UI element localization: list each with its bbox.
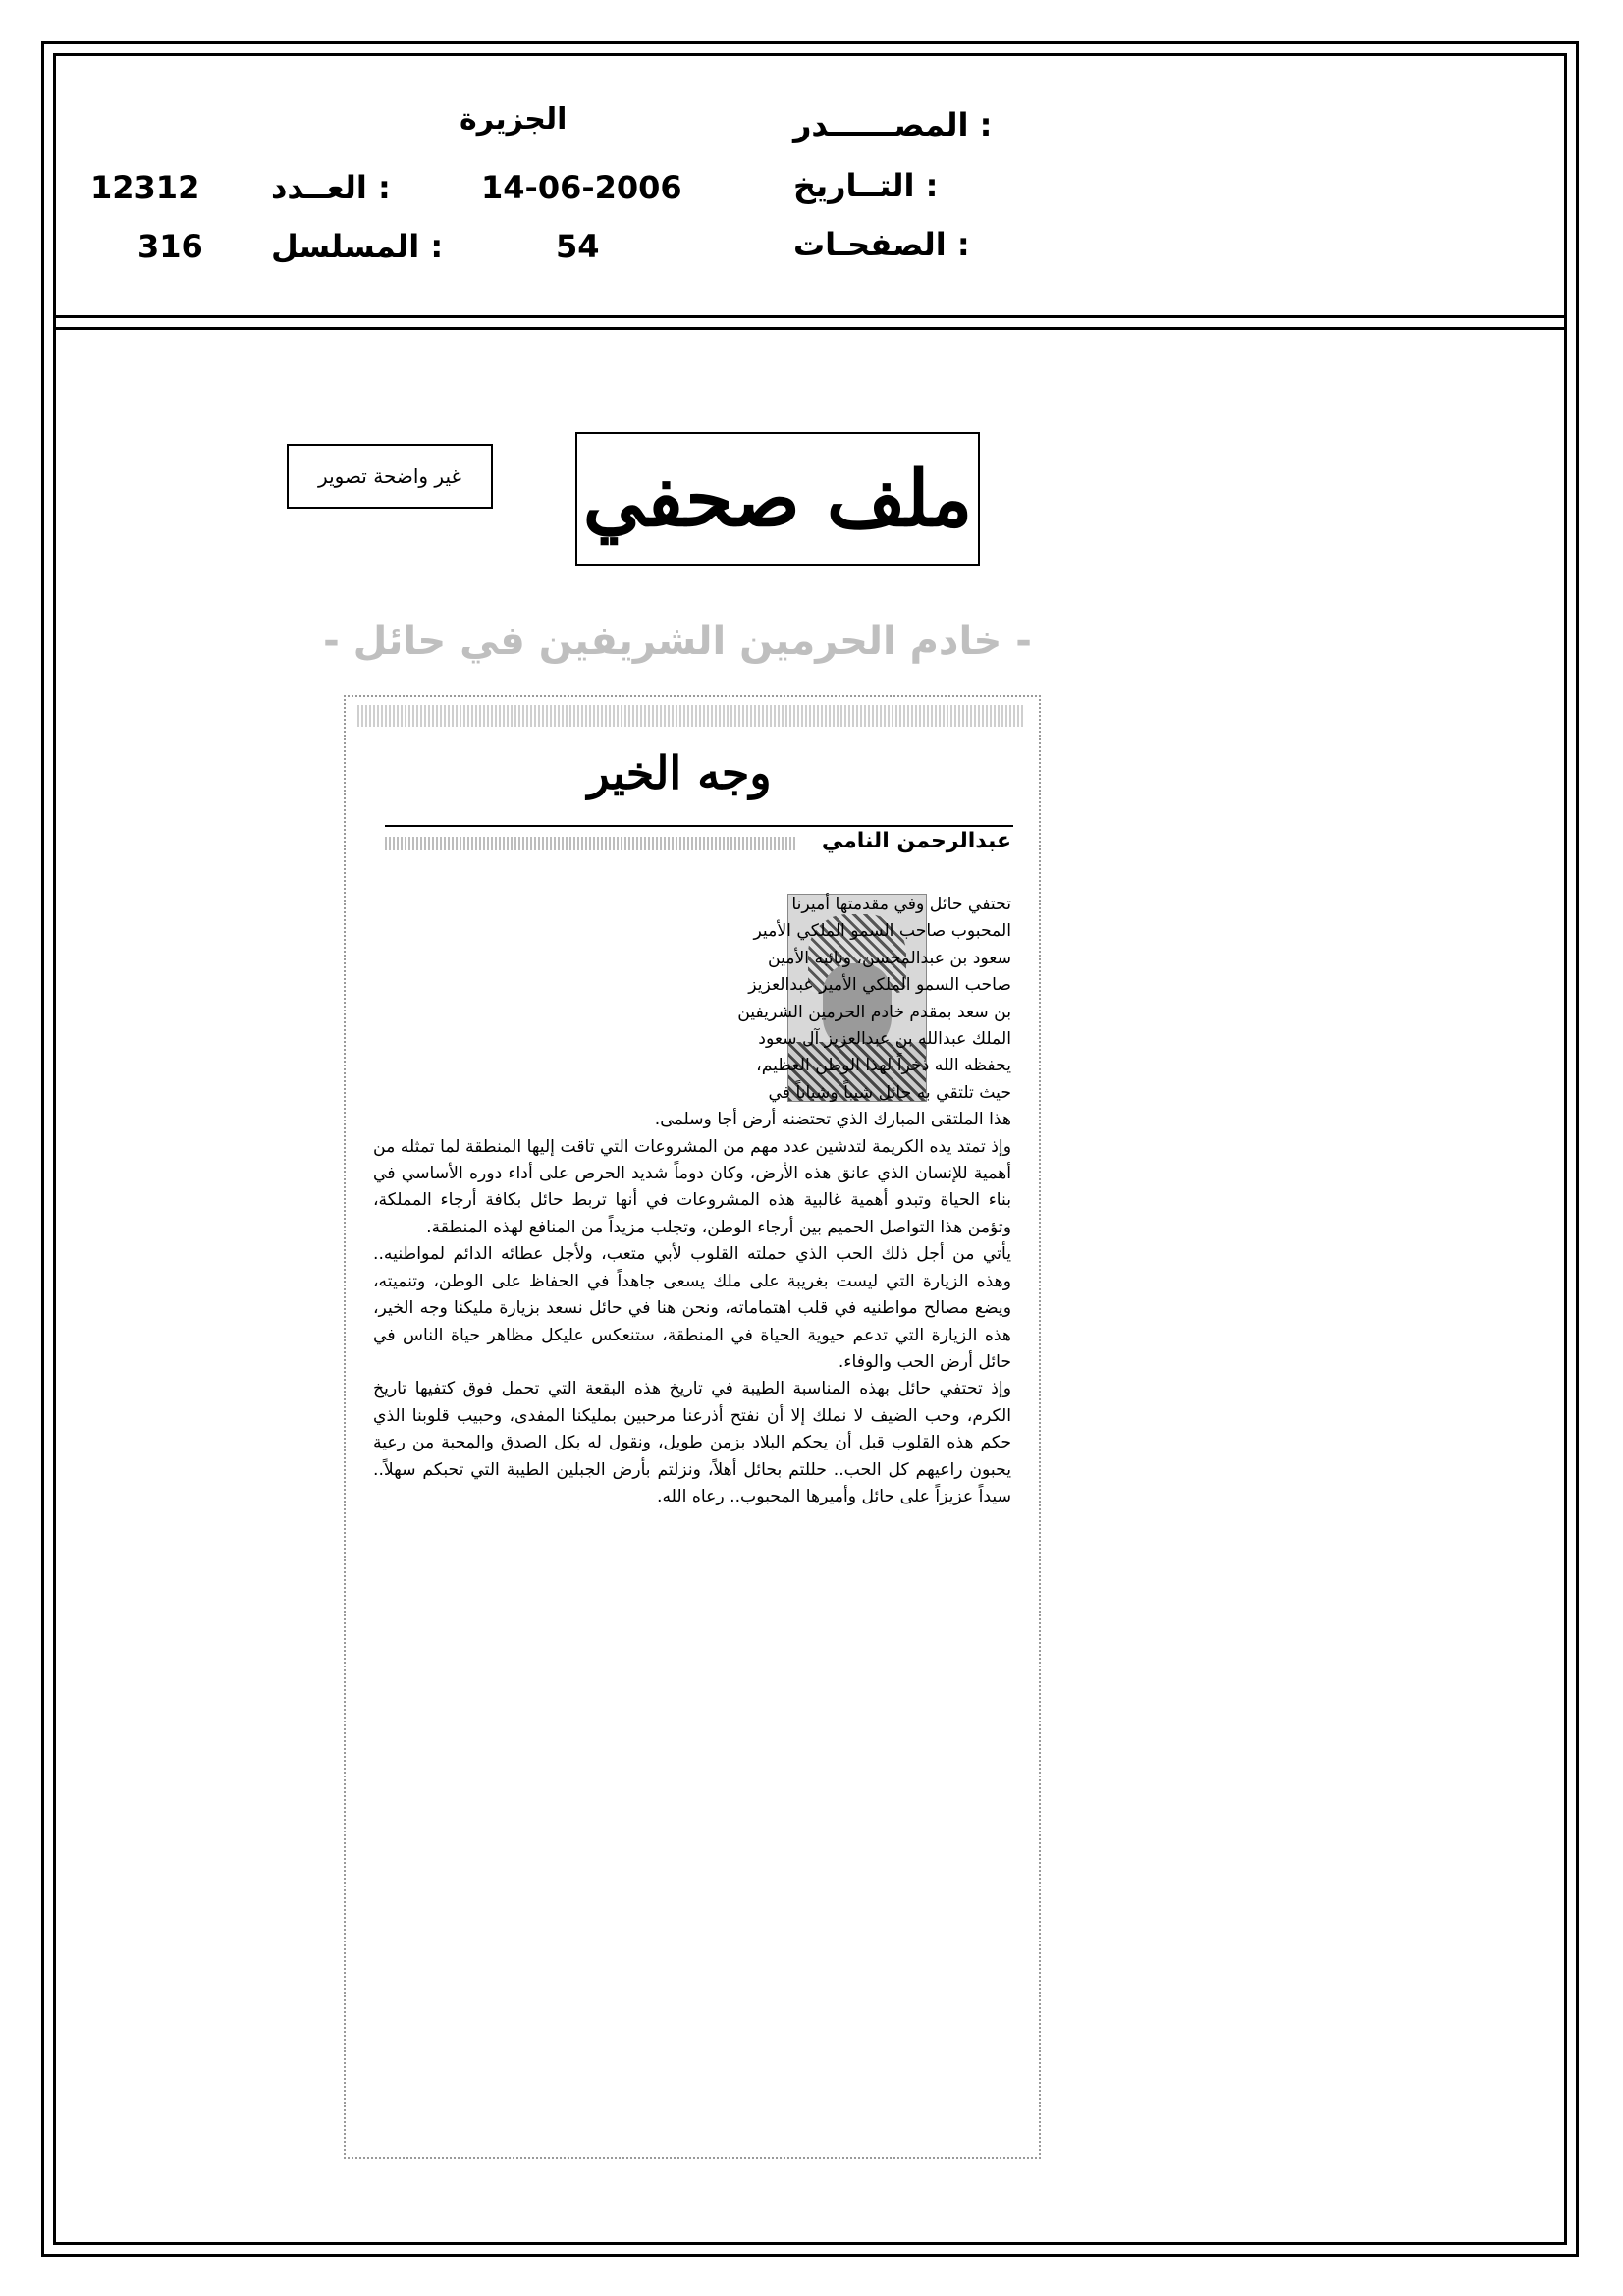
title-box [575, 432, 980, 566]
article-paragraph: هذا الملتقى المبارك الذي تحتضنه أرض أجا وسلمى. [654, 1110, 1011, 1130]
article-body [373, 892, 1011, 1510]
issue-label: العــدد : [271, 169, 391, 206]
issue-value: 12312 [90, 169, 200, 206]
pages-value: 54 [556, 228, 600, 265]
article-paragraph: وإذ تمتد يده الكريمة لتدشين عدد مهم من المشروعات التي تاقت إليها المنطقة لما تمثله من أهمية للإنسان الذي عانق هذه الأرض، وكان دوماً شديد الحرص على أداء دوره الأساسي في بناء الحياة وتبدو أهمية غالبية هذه المشروعات في أنها تربط حائل بكافة أرجاء المملكة، وتؤمن هذا التواصل الحميم بين أرجاء الوطن، وتجلب مزيداً من المنافع لهذه المنطقة. [373, 1136, 1011, 1237]
header-divider-inner [53, 327, 1567, 330]
date-label: التــاريخ : [793, 167, 939, 204]
intro-line: بن سعد بمقدم خادم الحرمين الشريفين [737, 1002, 1011, 1022]
newspaper-clipping [344, 695, 1041, 2159]
clipping-top-band [357, 705, 1025, 727]
quality-note-box [287, 444, 493, 509]
intro-line: صاحب السمو الملكي الأمير عبدالعزيز [748, 975, 1011, 996]
page-title: ملف صحفي [582, 454, 973, 544]
article-intro [373, 892, 1011, 1107]
article-paragraph: وإذ تحتفي حائل بهذه المناسبة الطيبة في تاريخ هذه البقعة التي تحمل فوق كتفيها تاريخ الكرم، وحب الضيف لا نملك إلا أن نفتح أذرعنا مرحبين بمليكنا المفدى، وحبيب قلوبنا الذي حكم هذه القلوب قبل أن يحكم البلاد بزمن طويل، ونقول له بكل الصدق والمحبة من رعية يحبون راعيهم كل الحب.. حللتم بحائل أهلاً، ونزلتم بأرض الجبلين الطيبة التي تحبكم سهلاً.. سيداً عزيزاً على حائل وأميرها المحبوب.. رعاه الله. [373, 1379, 1011, 1506]
headline-rule [385, 825, 1013, 827]
intro-line: المحبوب صاحب السمو الملكي الأمير [753, 921, 1011, 942]
intro-line: حيث تلتقي به حائل شيباً وشباناً في [768, 1082, 1011, 1103]
pages-label: الصفحـات : [793, 226, 970, 263]
author-band [385, 837, 797, 850]
intro-line: سعود بن عبدالمحسن، ونائبه الأمين [768, 948, 1011, 968]
serial-label: المسلسل : [271, 228, 444, 265]
section-label: - خادم الحرمين الشريفين في حائل - [323, 619, 1032, 664]
article-paragraph: يأتي من أجل ذلك الحب الذي حملته القلوب لأبي متعب، ولأجل عطائه الدائم لمواطنيه.. وهذه الزيارة التي ليست بغريبة على ملك يسعى جاهداً في الحفاظ على الوطن، وتنميته، ويضع مصالح مواطنيه في قلب اهتماماته، ونحن هنا في حائل نسعد بزيارة مليكنا وجه الخير، هذه الزيارة التي تدعم حيوية الحياة في المنطقة، ستنعكس عليكل مظاهر حياة الناس في حائل أرض الحب والوفاء. [373, 1244, 1011, 1372]
intro-line: تحتفي حائل وفي مقدمتها أميرنا [791, 895, 1011, 914]
header-divider [53, 315, 1567, 318]
article-author: عبدالرحمن النامي [821, 829, 1011, 853]
serial-value: 316 [137, 228, 203, 265]
intro-line: الملك عبدالله بن عبدالعزيز آل سعود [758, 1029, 1011, 1050]
quality-note: غير واضحة تصوير [318, 465, 461, 488]
article-headline: وجه الخير [587, 746, 772, 799]
intro-line: يحفظه الله ذخراً لهذا الوطن العظيم، [756, 1056, 1011, 1076]
date-value: 14-06-2006 [481, 169, 682, 206]
source-label: المصــــــدر : [793, 106, 993, 143]
source-value: الجزيرة [460, 102, 568, 137]
